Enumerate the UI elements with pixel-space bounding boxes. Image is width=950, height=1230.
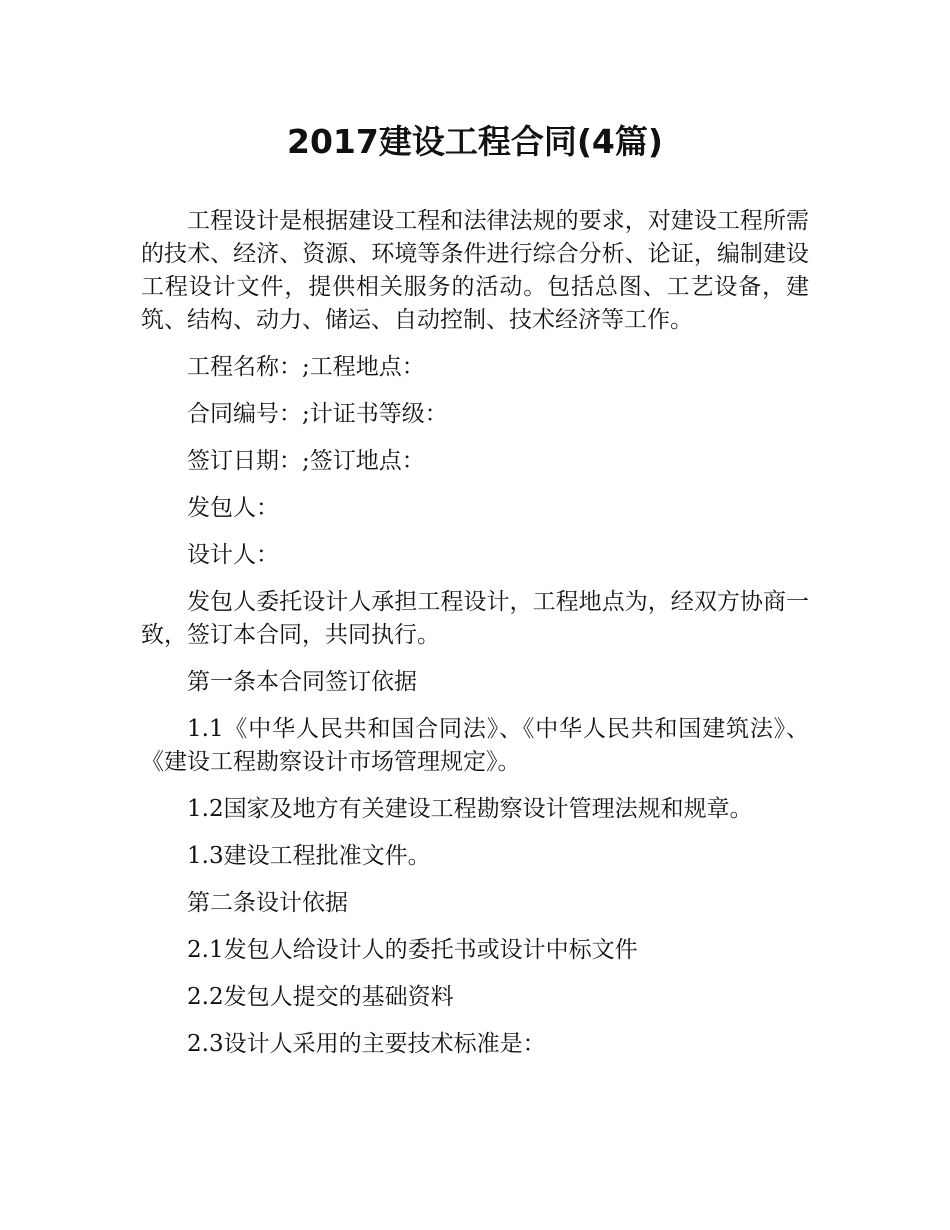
document-body	[141, 205, 809, 1075]
paragraph-2-3: 2.3设计人采用的主要技术标准是：	[187, 1031, 546, 1057]
paragraph-contract-number: 合同编号：;计证书等级：	[187, 401, 448, 427]
paragraph-2-1: 2.1发包人给设计人的委托书或设计中标文件	[187, 937, 638, 963]
paragraph-1-3: 1.3建设工程批准文件。	[187, 843, 431, 869]
document-title: 2017建设工程合同(4篇)	[287, 122, 663, 161]
heading-article-1: 第一条本合同签订依据	[187, 669, 417, 695]
paragraph-designer: 设计人：	[187, 542, 279, 568]
paragraph-1-2: 1.2国家及地方有关建设工程勘察设计管理法规和规章。	[187, 796, 753, 822]
paragraph-employer: 发包人：	[187, 495, 279, 521]
paragraph-2-2: 2.2发包人提交的基础资料	[187, 984, 454, 1010]
paragraph-intro: 工程设计是根据建设工程和法律法规的要求，对建设工程所需的技术、经济、资源、环境等条件进行综合分析、论证，编制建设工程设计文件，提供相关服务的活动。包括总图、工艺设备，建筑、结构、动力、储运、自动控制、技术经济等工作。	[141, 208, 809, 333]
heading-article-2: 第二条设计依据	[187, 890, 348, 916]
paragraph-commission: 发包人委托设计人承担工程设计，工程地点为，经双方协商一致，签订本合同，共同执行。	[141, 589, 809, 648]
paragraph-project-name-location: 工程名称：;工程地点：	[187, 354, 425, 380]
paragraph-1-1: 1.1《中华人民共和国合同法》、《中华人民共和国建筑法》、《建设工程勘察设计市场管理规定》。	[141, 716, 809, 775]
paragraph-sign-date-place: 签订日期：;签订地点：	[187, 448, 425, 474]
